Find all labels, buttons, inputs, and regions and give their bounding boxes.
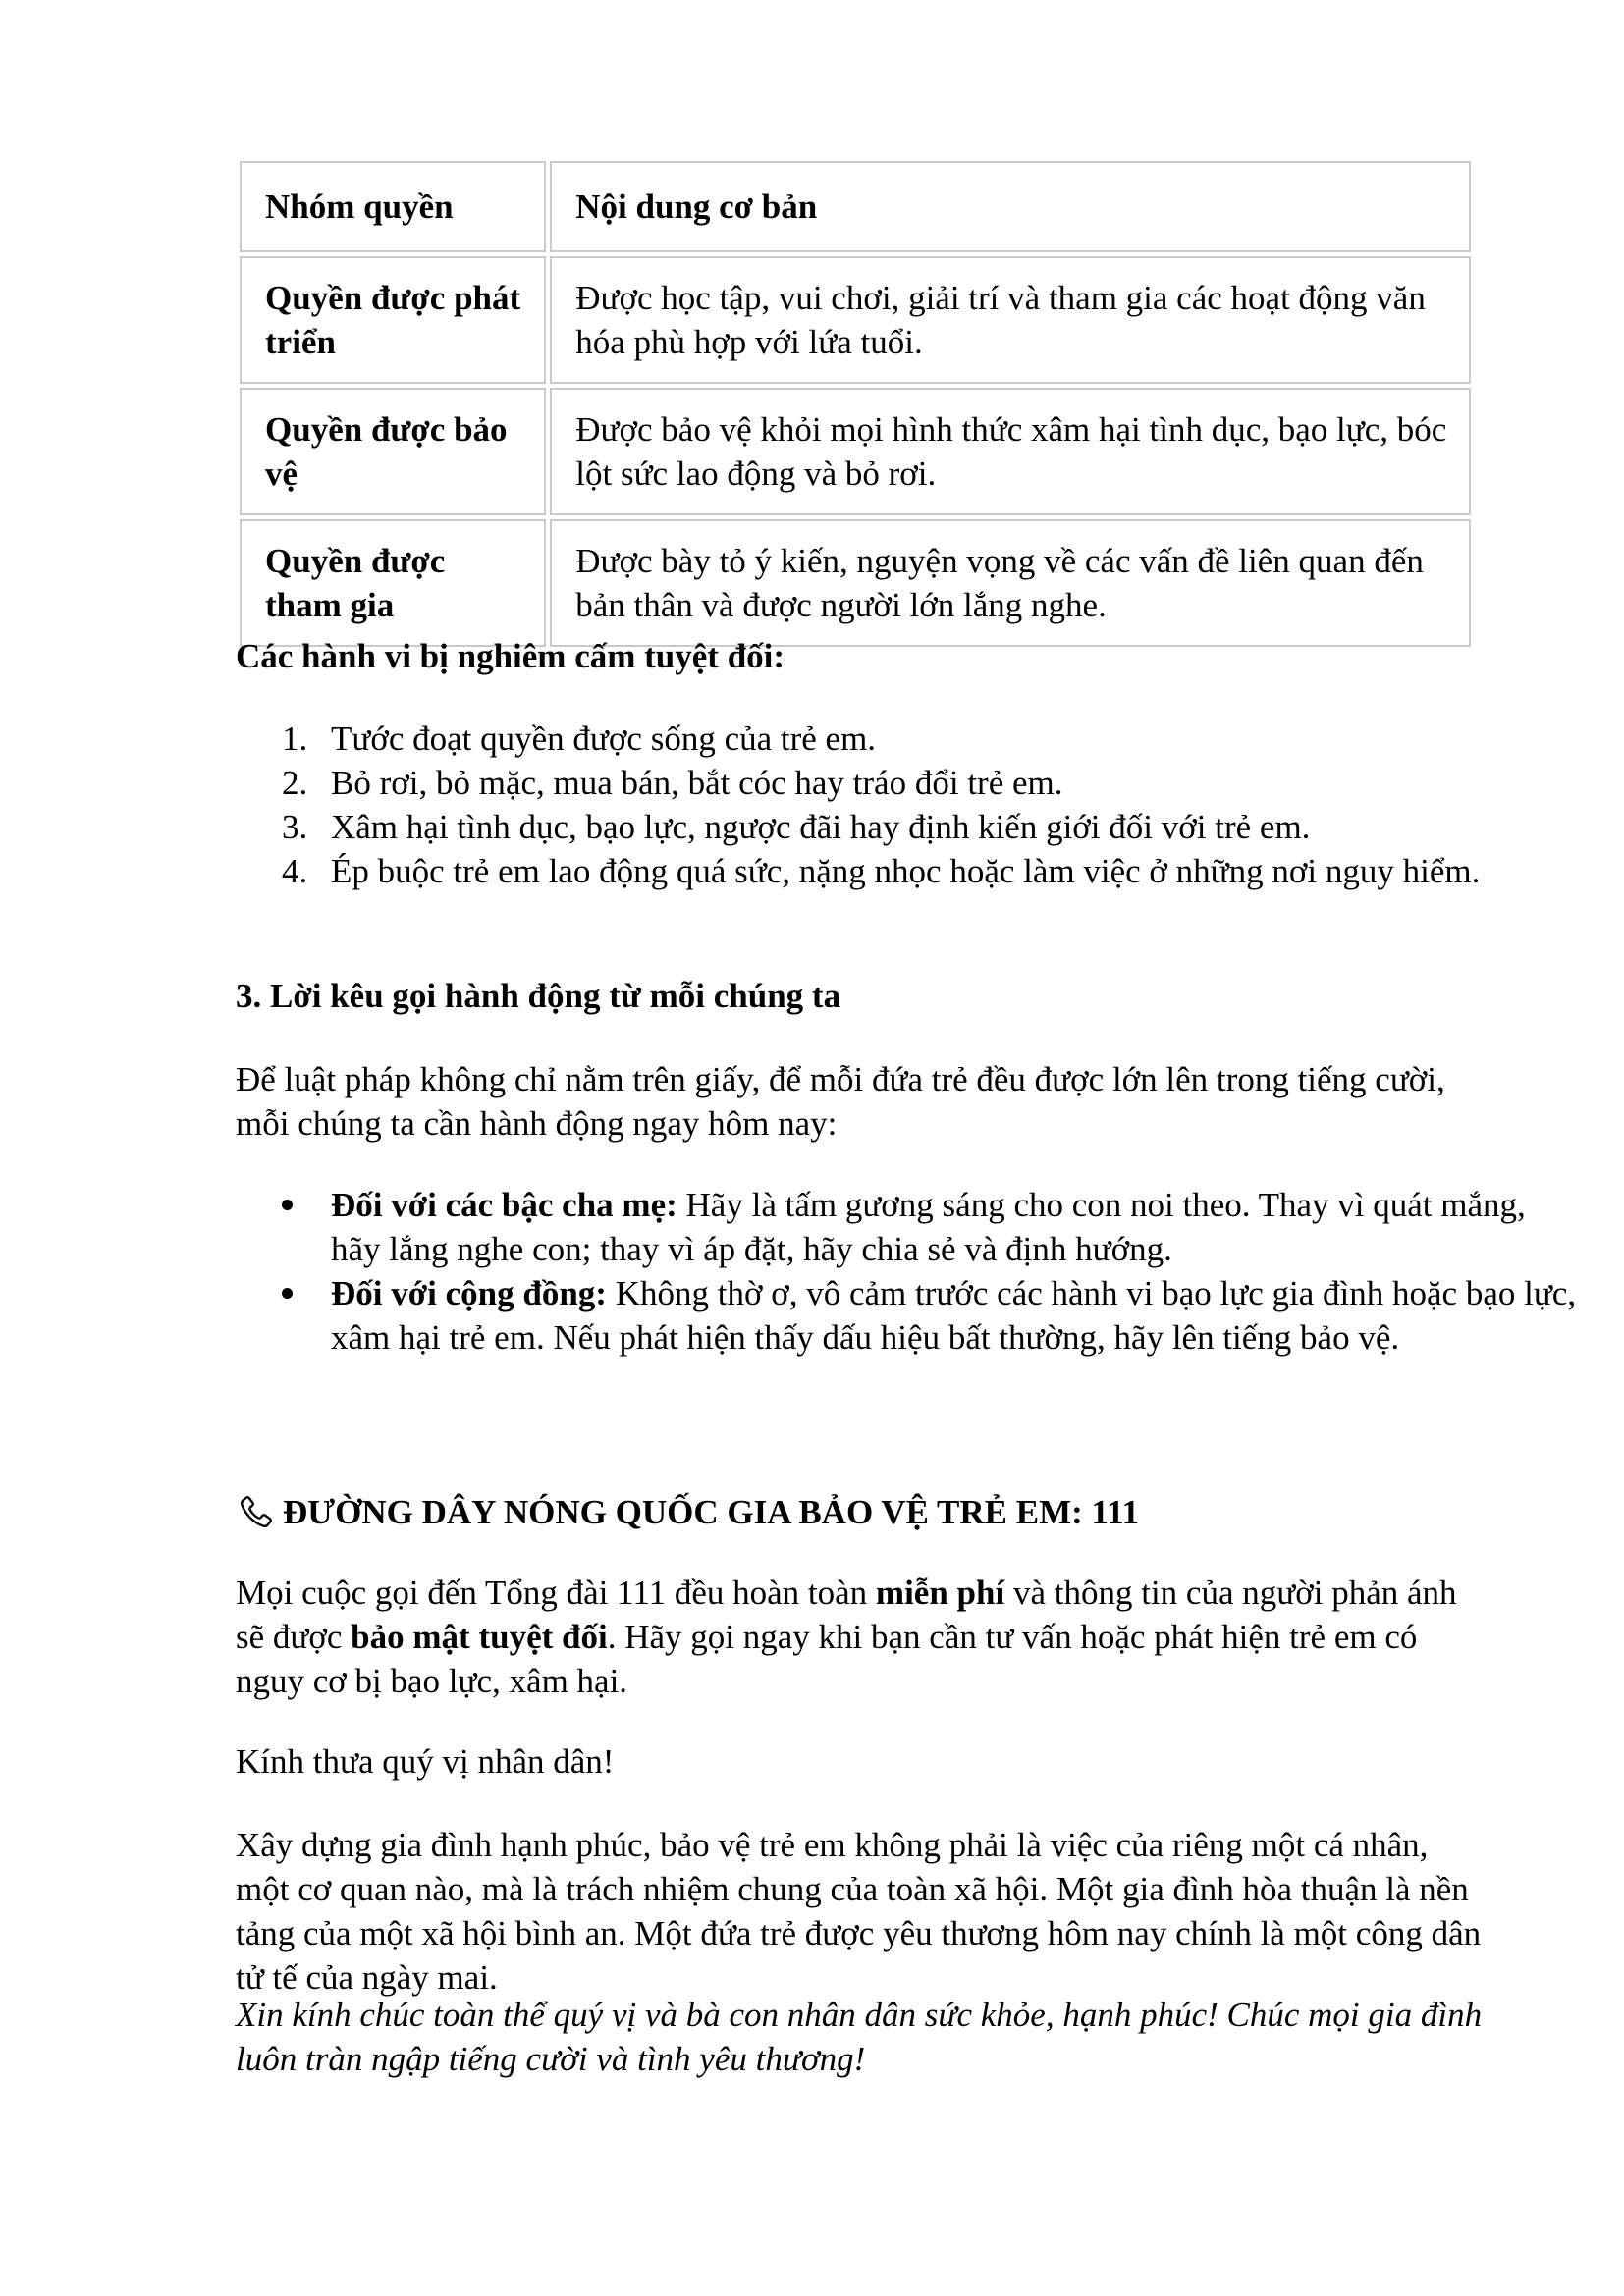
table-row xyxy=(240,519,1471,647)
table-header-content: Nội dung cơ bản xyxy=(550,161,1471,252)
table-header-group: Nhóm quyền xyxy=(240,161,546,252)
call-label: Đối với cộng đồng: xyxy=(331,1274,607,1312)
call-text: Không thờ ơ, vô cảm trước các hành vi bạo lực gia đình hoặc bạo lực, xâm hại trẻ em. Nếu phát hiện thấy dấu hiệu bất thường, hãy lên tiếng bảo vệ. xyxy=(331,1274,1577,1357)
table-cell-content: Được học tập, vui chơi, giải trí và tham gia các hoạt động văn hóa phù hợp với lứa tuổi. xyxy=(550,256,1471,384)
section-heading: 3. Lời kêu gọi hành động từ mỗi chúng ta xyxy=(236,977,841,1015)
hotline-paragraph xyxy=(236,1571,1483,1703)
phone-icon xyxy=(236,1493,275,1532)
closing-wishes: Xin kính chúc toàn thể quý vị và bà con nhân dân sức khỏe, hạnh phúc! Chúc mọi gia đình luôn tràn ngập tiếng cười và tình yêu thương! xyxy=(236,1996,1483,2078)
hotline-title: ĐƯỜNG DÂY NÓNG QUỐC GIA BẢO VỆ TRẺ EM: 111 xyxy=(283,1493,1140,1531)
section-intro: Để luật pháp không chỉ nằm trên giấy, để mỗi đứa trẻ đều được lớn lên trong tiếng cười, mỗi chúng ta cần hành động ngay hôm nay: xyxy=(236,1060,1445,1143)
list-item: Ép buộc trẻ em lao động quá sức, nặng nhọc hoặc làm việc ở những nơi nguy hiểm. xyxy=(331,852,1481,890)
hotline-text-3: . Hãy gọi ngay khi bạn cần tư vấn hoặc phát hiện trẻ em có nguy cơ bị bạo lực, xâm hại. xyxy=(236,1618,1418,1700)
call-text: Hãy là tấm gương sáng cho con noi theo. Thay vì quát mắng, hãy lắng nghe con; thay vì áp đặt, hãy chia sẻ và định hướng. xyxy=(331,1186,1526,1268)
table-cell-content: Được bảo vệ khỏi mọi hình thức xâm hại tình dục, bạo lực, bóc lột sức lao động và bỏ rơi. xyxy=(550,388,1471,515)
hotline-text-1: Mọi cuộc gọi đến Tổng đài 111 đều hoàn toàn xyxy=(236,1574,876,1612)
bullet-icon xyxy=(282,1288,293,1299)
list-item: Xâm hại tình dục, bạo lực, ngược đãi hay định kiến giới đối với trẻ em. xyxy=(331,808,1311,846)
bullet-icon xyxy=(282,1200,293,1210)
call-label: Đối với các bậc cha mẹ: xyxy=(331,1186,677,1224)
table-row xyxy=(240,388,1471,515)
hotline-heading xyxy=(236,1490,1483,1534)
table-row xyxy=(240,256,1471,384)
hotline-free-text: miễn phí xyxy=(875,1574,1005,1612)
prohibited-list xyxy=(236,717,1578,893)
list-item: Bỏ rơi, bỏ mặc, mua bán, bắt cóc hay tráo đổi trẻ em. xyxy=(331,764,1063,802)
prohibited-title: Các hành vi bị nghiêm cấm tuyệt đối: xyxy=(236,637,785,675)
table-cell-group: Quyền được phát triển xyxy=(240,256,546,384)
table-cell-group: Quyền được tham gia xyxy=(240,519,546,647)
hotline-confidential-text: bảo mật tuyệt đối xyxy=(351,1618,608,1656)
list-item xyxy=(331,1271,1578,1360)
list-item: Tước đoạt quyền được sống của trẻ em. xyxy=(331,720,877,758)
table-cell-content: Được bày tỏ ý kiến, nguyện vọng về các vấn đề liên quan đến bản thân và được người lớn lắng nghe. xyxy=(550,519,1471,647)
closing-paragraph: Xây dựng gia đình hạnh phúc, bảo vệ trẻ em không phải là việc của riêng một cá nhân, một cơ quan nào, mà là trách nhiệm chung của toàn xã hội. Một gia đình hòa thuận là nền tảng của một xã hội bình an. Một đứa trẻ được yêu thương hôm nay chính là một công dân tử tế của ngày mai. xyxy=(236,1826,1482,1997)
table-header-row xyxy=(240,161,1471,252)
table-cell-group: Quyền được bảo vệ xyxy=(240,388,546,515)
list-item xyxy=(331,1183,1578,1271)
calls-list xyxy=(236,1183,1578,1360)
closing-greeting: Kính thưa quý vị nhân dân! xyxy=(236,1742,615,1781)
hotline-text-2: và thông tin của người phản ánh sẽ được xyxy=(236,1574,1457,1656)
rights-table xyxy=(236,157,1475,651)
